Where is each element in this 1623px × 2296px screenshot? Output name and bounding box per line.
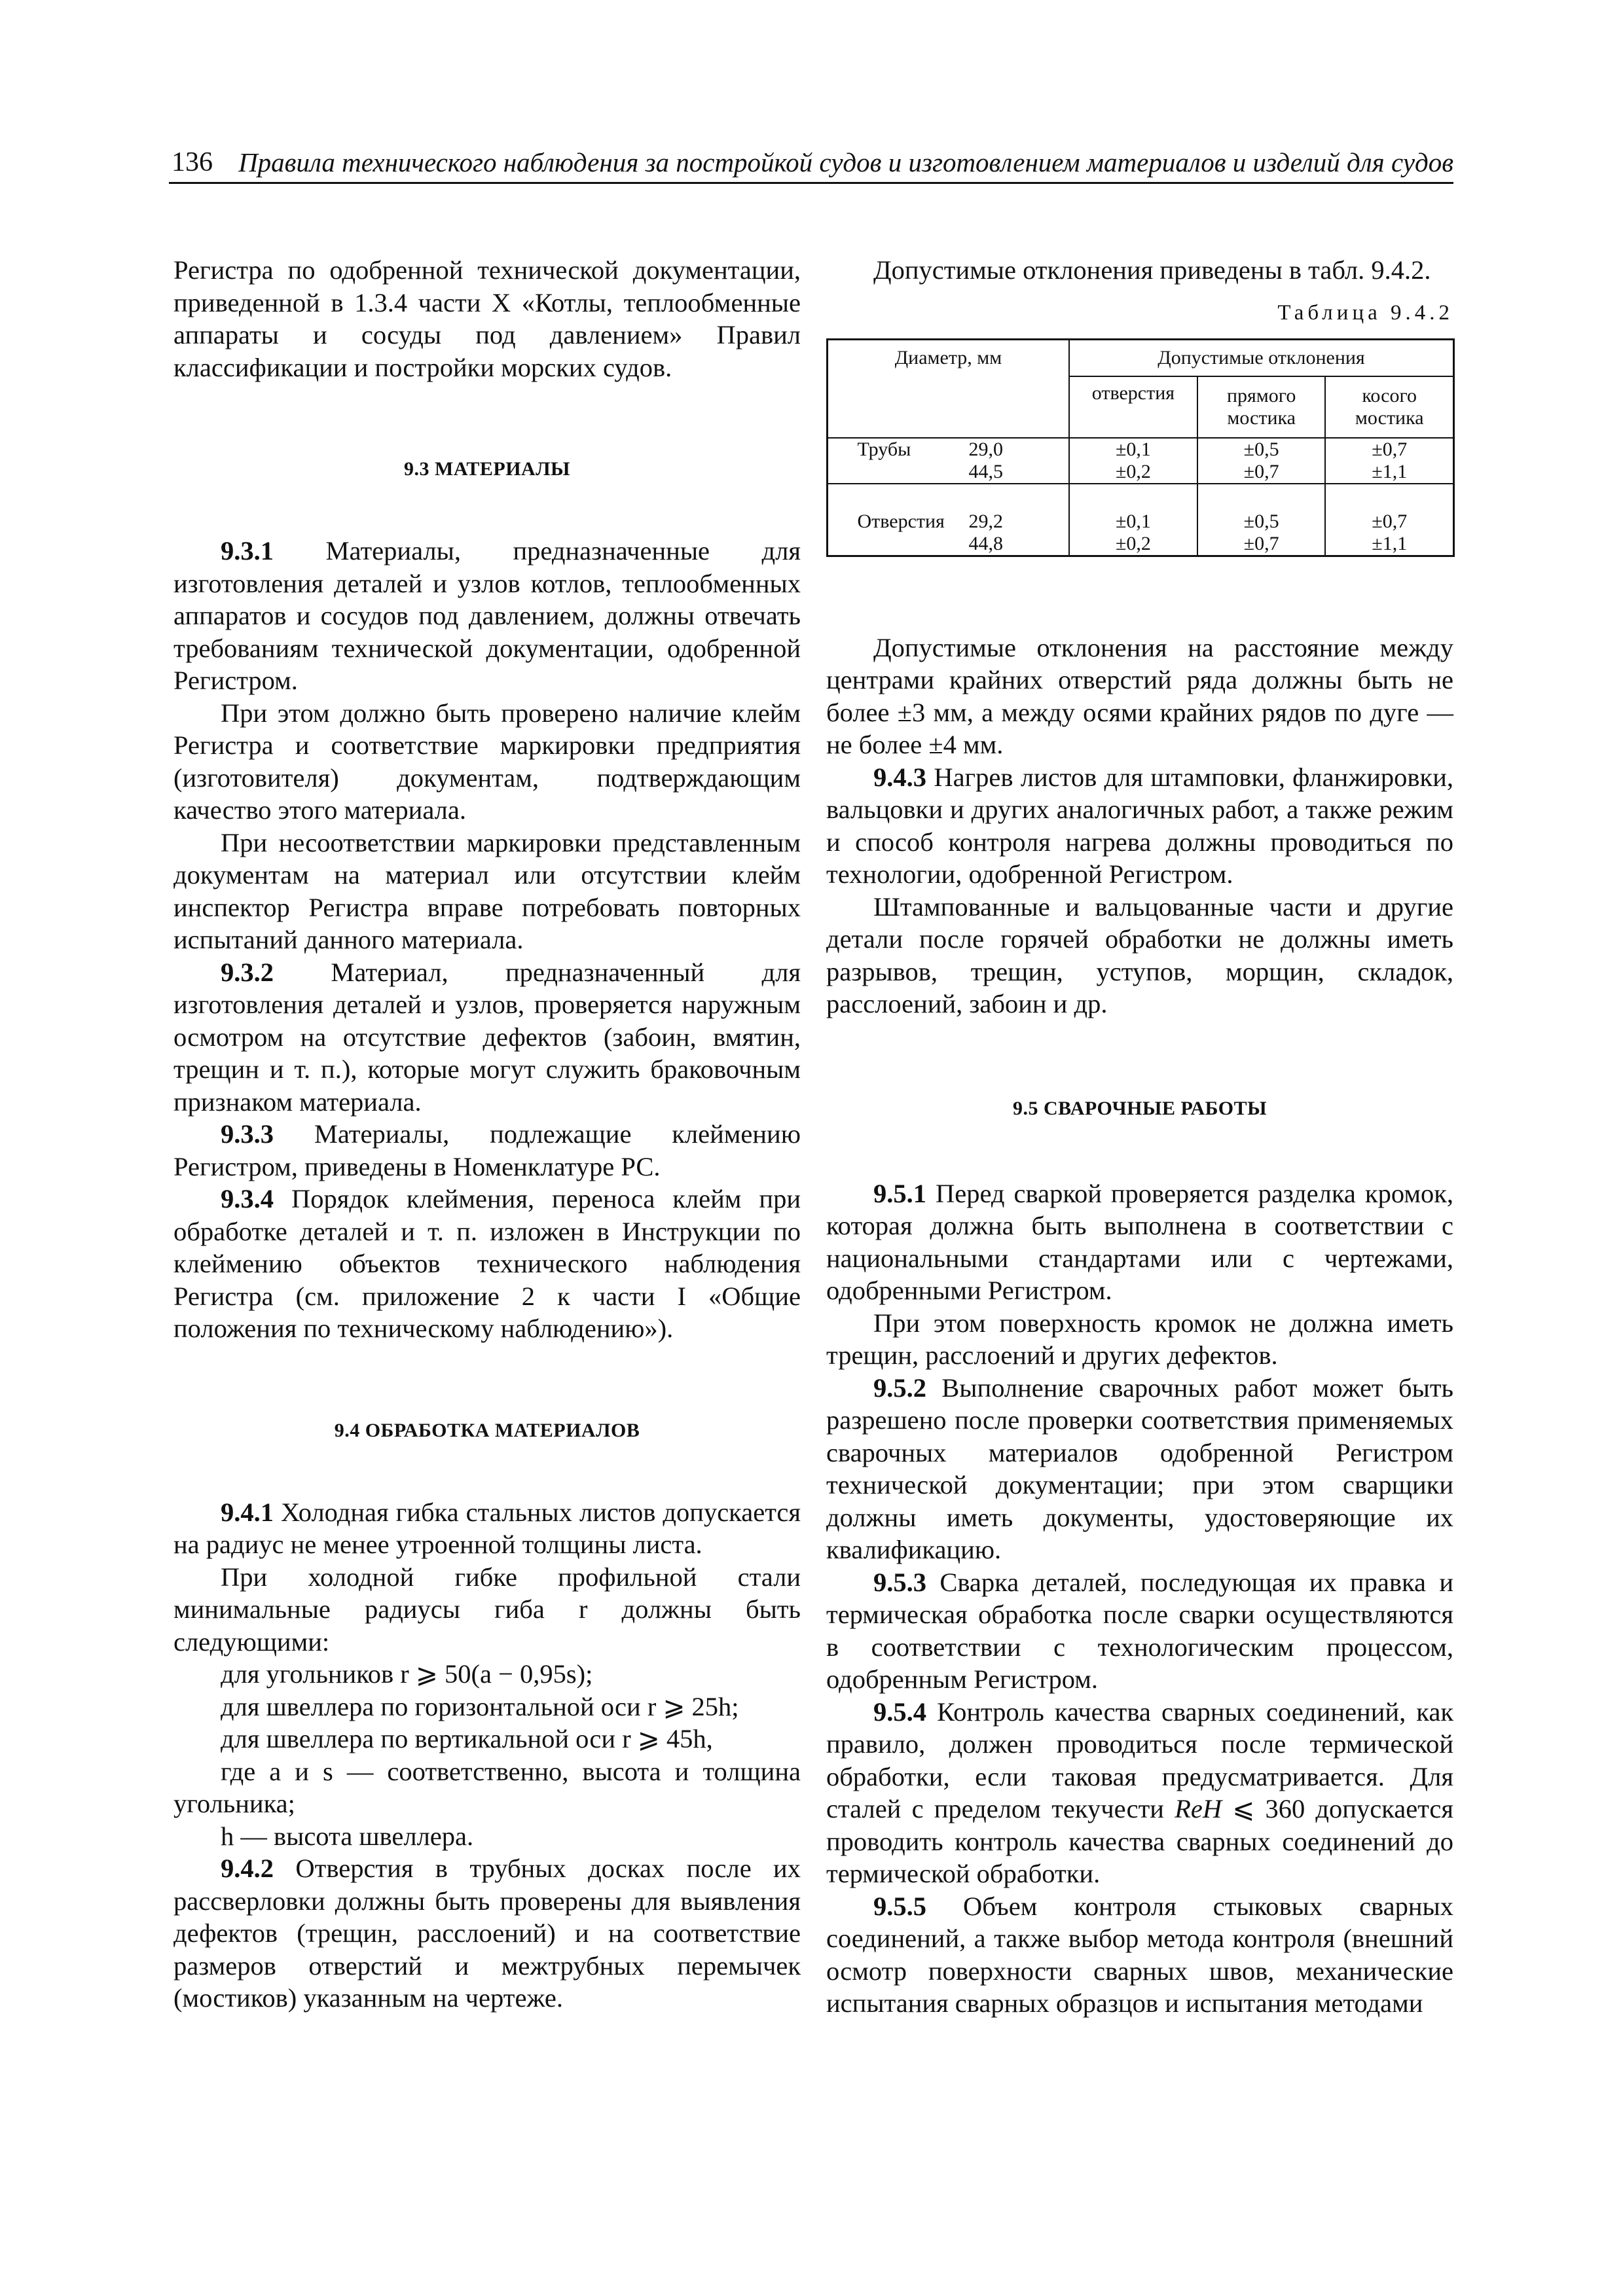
tolerance-value: ±0,5 [1243, 510, 1279, 532]
table-header-diameter: Диаметр, мм [828, 339, 1069, 438]
paragraph: При этом поверхность кромок не должна иметь трещин, расслоений и других дефектов. [826, 1308, 1453, 1370]
clause-number: 9.5.2 [873, 1372, 926, 1403]
paragraph: При холодной гибке профильной стали минимальные радиусы гиба r должны быть следующими: [173, 1562, 801, 1657]
paragraph [173, 1496, 801, 1561]
diameter-value: 29,0 [968, 438, 1003, 460]
table-row [828, 438, 1454, 484]
section-heading: 9.3 МАТЕРИАЛЫ [404, 458, 570, 480]
paragraph [826, 761, 1453, 891]
paragraph: Штампованные и вальцованные части и другие детали после горячей обработки не должны иметь разрывов, трещин, уступов, морщин, складок, расслоений, забоин и др. [826, 891, 1453, 1018]
clause-number: 9.4.3 [873, 762, 926, 792]
clause-number: 9.3.4 [221, 1184, 274, 1213]
group-label: Трубы [857, 438, 911, 460]
clause-number: 9.5.5 [873, 1891, 926, 1921]
clause-number: 9.3.1 [221, 536, 274, 565]
clause-text: Объем контроля стыковых сварных соединений, а также выбор метода контроля (внешний осмотр поверхности сварных швов, механические испытания сварных образцов и испытания методами [826, 1891, 1453, 2018]
table-cell-diameter [828, 484, 1069, 556]
paragraph [826, 1890, 1453, 2020]
tolerance-value: ±0,2 [1115, 532, 1151, 554]
clause-text: Холодная гибка стальных листов допускается на радиус не менее утроенной толщины листа. [173, 1497, 801, 1559]
clause-number: 9.5.1 [873, 1178, 926, 1208]
tolerance-value: ±1,1 [1372, 532, 1408, 554]
clause-text: Контроль качества сварных соединений, как правило, должен проводиться после термической обработки, если таковая предусматривается. Для сталей с пределом текучести [826, 1696, 1453, 1823]
paragraph [826, 1566, 1453, 1696]
clause-text: Отверстия в трубных досках после их рассверловки должны быть проверены для выявления дефектов (трещин, расслоений) и на соответствие размеров отверстий и межтрубных перемычек (мостиков) указанным на чертеже. [173, 1854, 801, 2013]
diameter-value: 44,5 [968, 460, 1003, 482]
table-cell-oblique [1325, 438, 1453, 484]
tolerance-value: ±0,7 [1243, 460, 1279, 482]
tolerance-value: ±0,1 [1115, 438, 1151, 460]
table-cell-straight [1197, 438, 1326, 484]
paragraph [173, 1852, 801, 2015]
table-cell-hole [1069, 438, 1197, 484]
diameter-value: 29,2 [968, 510, 1003, 532]
table-header-straight-bridge: прямого мостика [1197, 376, 1326, 438]
table-cell-diameter [828, 438, 1069, 484]
formula-line: для швеллера по вертикальной оси r ⩾ 45h, [221, 1724, 713, 1753]
clause-number: 9.5.3 [873, 1567, 926, 1597]
paragraph [173, 956, 801, 1119]
clause-text: ⩽ 360 допускается проводить контроль качества сварных соединений до термической обработки. [826, 1794, 1453, 1888]
tolerance-value: ±0,5 [1243, 438, 1279, 460]
clause-text: Материалы, предназначенные для изготовления деталей и узлов котлов, теплообменных аппаратов и сосудов под давлением, должны отвечать требованиям технической документации, одобренной Регистром. [173, 536, 801, 695]
yield-strength-symbol: ReH [1175, 1794, 1222, 1823]
section-heading: 9.4 ОБРАБОТКА МАТЕРИАЛОВ [334, 1419, 640, 1441]
clause-text: Порядок клеймения, переноса клейм при обработке деталей и т. п. изложен в Инструкции по клеймению объектов технического наблюдения Регистра (см. приложение 2 к части I «Общие положения по техническому наблюдению»). [173, 1184, 801, 1343]
tolerance-value: ±1,1 [1372, 460, 1408, 482]
clause-text: Перед сваркой проверяется разделка кромок, которая должна быть выполнена в соответствии с национальными стандартами или с чертежами, одобренными Регистром. [826, 1178, 1453, 1305]
page-number: 136 [172, 147, 213, 177]
table-caption: Таблица 9.4.2 [1277, 300, 1453, 325]
table-cell-hole [1069, 484, 1197, 556]
table-cell-straight [1197, 484, 1326, 556]
paragraph: Допустимые отклонения на расстояние между центрами крайних отверстий ряда должны быть не более ±3 мм, а между осями крайних рядов по дуге — не более ±4 мм. [826, 632, 1453, 759]
clause-number: 9.4.2 [221, 1854, 274, 1883]
paragraph [173, 535, 801, 697]
formula-legend: где a и s — соответственно, высота и толщина угольника; [173, 1756, 801, 1818]
paragraph: При несоответствии маркировки представленным документам на материал или отсутствии клейм инспектор Регистра вправе потребовать повторных испытаний данного материала. [173, 827, 801, 954]
page-header [169, 145, 1453, 184]
running-title: Правила технического наблюдения за постройкой судов и изготовлением материалов и изделий для судов [238, 147, 1453, 177]
clause-number: 9.3.3 [221, 1119, 274, 1149]
clause-text: Материал, предназначенный для изготовления деталей и узлов, проверяется наружным осмотром на отсутствие дефектов (забоин, вмятин, трещин и т. п.), которые могут служить браковочным признаком материала. [173, 957, 801, 1117]
table-cell-oblique [1325, 484, 1453, 556]
tolerance-value: ±0,7 [1372, 438, 1408, 460]
paragraph [173, 1183, 801, 1345]
clause-number: 9.4.1 [221, 1497, 274, 1527]
paragraph [826, 1696, 1453, 1890]
left-column [173, 254, 801, 2015]
formula-legend: h — высота швеллера. [221, 1821, 474, 1851]
paragraph [173, 1118, 801, 1183]
table-header-hole: отверстия [1069, 376, 1197, 438]
paragraph: Регистра по одобренной технической документации, приведенной в 1.3.4 части X «Котлы, теплообменные аппараты и сосуды под давлением» Правил классификации и постройки морских судов. [173, 255, 801, 382]
section-heading: 9.5 СВАРОЧНЫЕ РАБОТЫ [1012, 1097, 1267, 1119]
paragraph [826, 1372, 1453, 1566]
clause-text: Сварка деталей, последующая их правка и термическая обработка после сварки осуществляются в соответствии с технологическим процессом, одобренным Регистром. [826, 1567, 1453, 1694]
clause-text: Нагрев листов для штамповки, фланжировки, вальцовки и других аналогичных работ, а также режим и способ контроля нагрева должны проводиться по технологии, одобренной Регистром. [826, 762, 1453, 889]
clause-text: Выполнение сварочных работ может быть разрешено после проверки соответствия применяемых сварочных материалов одобренной Регистром технической документации; при этом сварщики должны иметь документы, удостоверяющие их квалификацию. [826, 1372, 1453, 1564]
table-header-tolerances: Допустимые отклонения [1069, 339, 1454, 376]
paragraph [826, 1177, 1453, 1307]
tolerance-value: ±0,7 [1372, 510, 1408, 532]
tolerance-value: ±0,7 [1243, 532, 1279, 554]
clause-text: Материалы, подлежащие клеймению Регистром, приведены в Номенклатуре РС. [173, 1119, 801, 1181]
paragraph: При этом должно быть проверено наличие клейм Регистра и соответствие маркировки предприятия (изготовителя) документам, подтверждающим качество этого материала. [173, 698, 801, 825]
formula-line: для угольников r ⩾ 50(a − 0,95s); [221, 1659, 593, 1689]
diameter-value: 44,8 [968, 532, 1003, 554]
table-header-oblique-bridge: косого мостика [1325, 376, 1453, 438]
clause-number: 9.3.2 [221, 957, 274, 987]
tolerance-value: ±0,2 [1115, 460, 1151, 482]
right-column [826, 254, 1453, 2020]
formula-line: для швеллера по горизонтальной оси r ⩾ 25h; [221, 1691, 739, 1721]
clause-number: 9.5.4 [873, 1696, 926, 1727]
table-row [828, 484, 1454, 556]
tolerance-value: ±0,1 [1115, 510, 1151, 532]
tolerance-table [826, 338, 1455, 557]
paragraph: Допустимые отклонения приведены в табл. 9.4.2. [873, 255, 1431, 285]
group-label: Отверстия [857, 510, 945, 532]
